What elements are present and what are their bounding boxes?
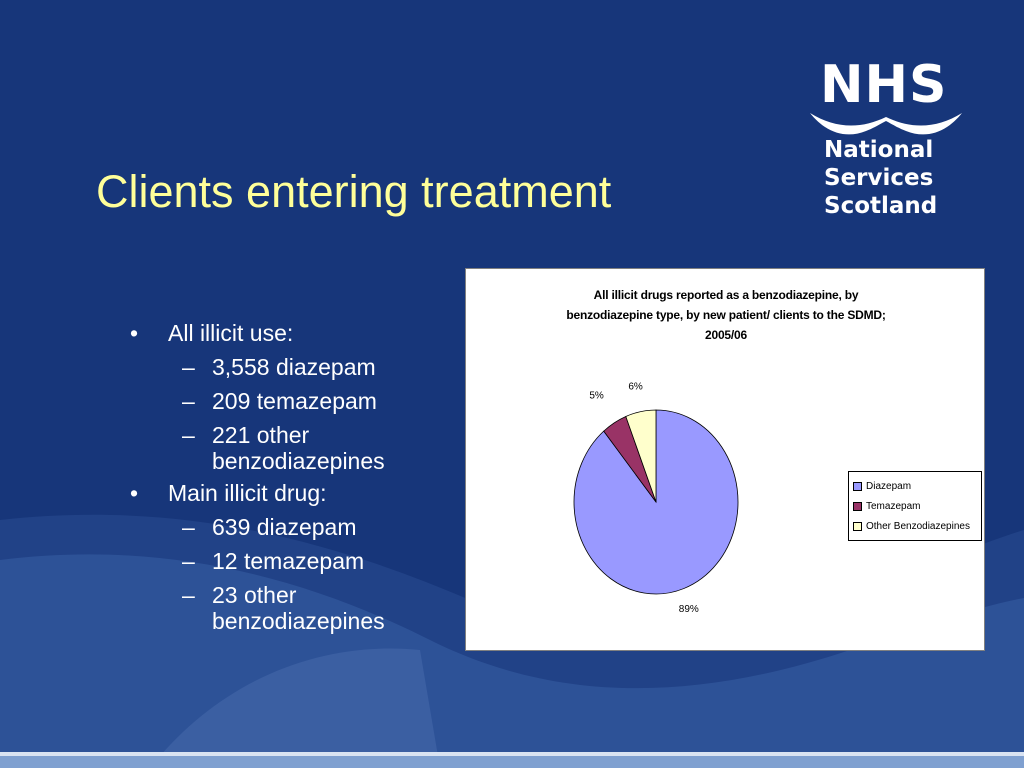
pie-data-label: 5% <box>589 390 604 402</box>
sub-bullet: – 12 temazepam <box>130 548 460 574</box>
chart-title-line-1: All illicit drugs reported as a benzodiazepine, by <box>593 288 859 302</box>
bullet-main-illicit: • Main illicit drug: <box>130 480 460 506</box>
bullet-list <box>130 314 460 634</box>
chart-title-line-3: 2005/06 <box>705 328 747 342</box>
legend-label: Other Benzodiazepines <box>866 520 970 532</box>
logo-nhs-text: NHS <box>820 55 948 115</box>
pie-plot <box>466 269 986 652</box>
sub-bullet: – 639 diazepam <box>130 514 460 540</box>
legend-label: Temazepam <box>866 500 921 512</box>
legend-item <box>853 516 981 536</box>
pie-chart <box>465 268 985 651</box>
sub-bullet: – 221 other benzodiazepines <box>130 422 460 474</box>
legend-item <box>853 476 981 496</box>
sub-bullet: – 3,558 diazepam <box>130 354 460 380</box>
legend-label: Diazepam <box>866 480 912 492</box>
logo-line-services: Services <box>824 165 934 191</box>
logo-line-national: National <box>824 137 934 163</box>
legend-swatch <box>853 502 862 511</box>
legend-item <box>853 496 981 516</box>
slide-title: Clients entering treatment <box>96 166 612 217</box>
chart-title-line-2: benzodiazepine type, by new patient/ clients to the SDMD; <box>566 308 886 322</box>
sub-bullet: – 209 temazepam <box>130 388 460 414</box>
legend-swatch <box>853 482 862 491</box>
chart-legend <box>848 471 982 541</box>
sub-bullet: – 23 other benzodiazepines <box>130 582 460 634</box>
legend-swatch <box>853 522 862 531</box>
logo-line-scotland: Scotland <box>824 193 938 219</box>
bullet-all-illicit: • All illicit use: <box>130 320 460 346</box>
nhs-logo <box>800 55 970 225</box>
pie-data-label: 6% <box>628 381 643 393</box>
pie-data-label: 89% <box>678 604 699 616</box>
bottom-band <box>0 756 1024 768</box>
